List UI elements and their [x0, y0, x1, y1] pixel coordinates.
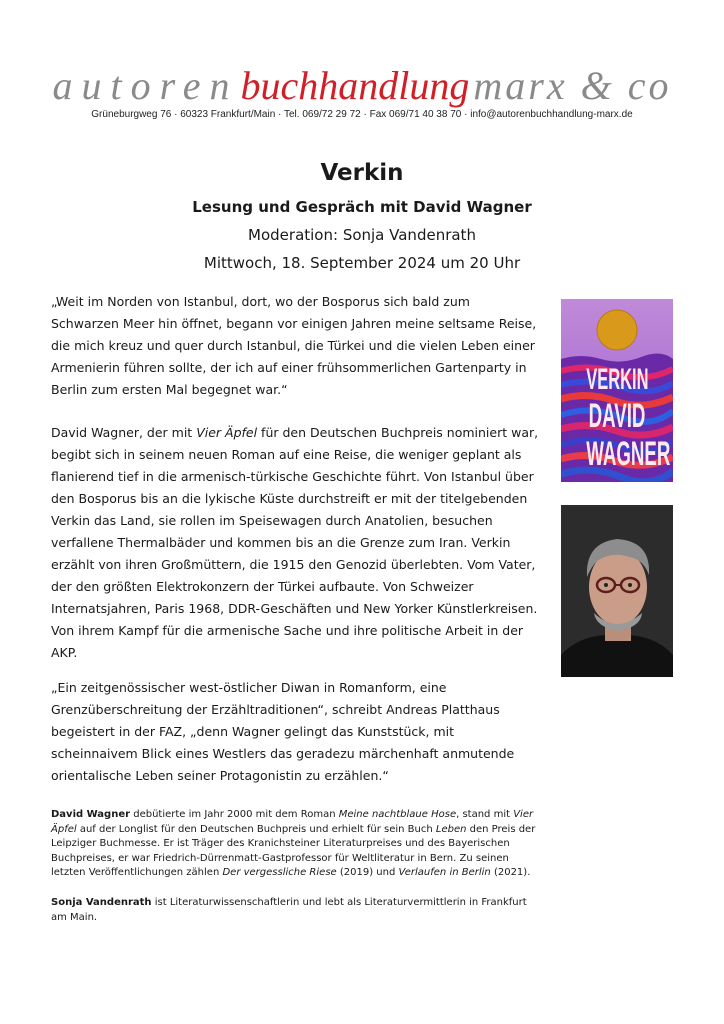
logo-marx-co: marx & co [473, 63, 672, 108]
author-bio: David Wagner debütierte im Jahr 2000 mit dem Roman Meine nachtblaue Hose, stand mit Vier Äpfel auf der Longlist für den Deutschen Buchpreis und erhielt für sein Buch Leben den Preis der Leipziger Buchmesse. Er ist Träger des Kranichsteiner Literaturpreises und des Bayerischen Buchpreises, er war Friedrich-Dürrenmatt-Gastprofessor für Weltliteratur in Bern. Zu seinen letzten Veröffentlichungen zählen Der vergessliche Riese (2019) und Verlaufen in Berlin (2021). [51, 809, 536, 878]
cover-title: VERKIN [586, 363, 649, 396]
author-portrait [561, 505, 673, 677]
cover-author-first: DAVID [588, 397, 646, 435]
event-date: Mittwoch, 18. September 2024 um 20 Uhr [203, 254, 521, 272]
moderator-name: Sonja Vandenrath [51, 897, 152, 908]
logo-autoren: autoren [52, 63, 239, 108]
review-quote: „Ein zeitgenössischer west-östlicher Diwan in Romanform, eine Grenzüberschreitung der Erzähltraditionen“, schreibt Andreas Platthaus begeistert in der FAZ, „denn Wagner gelingt das Kunststück, mit scheinnaivem Blick eines Westlers das geradezu märchenhaft anmutende orientalische Leben seiner Protagonistin zu erzählen.“ [51, 680, 515, 783]
store-address: Grüneburgweg 76 · 60323 Frankfurt/Main · Tel. 069/72 29 72 · Fax 069/71 40 38 70 · info@autorenbuchhandlung-marx.de [91, 109, 633, 120]
author-name: David Wagner [51, 809, 131, 820]
book-cover [561, 299, 673, 482]
book-description: David Wagner, der mit Vier Äpfel für den Deutschen Buchpreis nominiert war, begibt sich in seinem neuen Roman auf eine Reise, die weniger geplant als flanierend tief in die armenisch-türkische Geschichte führt. Von Istanbul über den Bosporus bis an die lykische Küste durchstreift er mit der titelgebenden Verkin das Land, sie rollen im Speisewagen durch Anatolien, besuchen verfallene Thermalbäder und kommen bis an die Grenze zum Iran. Verkin erzählt von ihren Großmüttern, die 1915 den Genozid überlebten. Vom Vater, der den größten Elektrokonzern der Türkei aufbaute. Von Schweizer Internatsjahren, Paris 1968, DDR-Geschäften und New Yorker Künstlerkreisen. Von ihrem Kampf für die armenische Sache und ihre politische Arbeit in der AKP. [51, 425, 539, 660]
book-title-vier-aepfel: Vier Äpfel [196, 425, 258, 440]
book-quote: „Weit im Norden von Istanbul, dort, wo der Bosporus sich bald zum Schwarzen Meer hin öffnet, begann vor einigen Jahren meine seltsame Reise, die mich kreuz und quer durch Istanbul, die Türkei und die vielen Leben einer Armenierin führen sollte, der ich auf einer frühsommerlichen Gartenparty in Berlin zum ersten Mal begegnet war.“ [51, 294, 537, 397]
moderator-bio: Sonja Vandenrath ist Literaturwissenschaftlerin und lebt als Literaturvermittlerin in Frankfurt am Main. [51, 897, 527, 923]
logo-buchhandlung: buchhandlung [240, 63, 470, 108]
event-title: Verkin [320, 160, 404, 186]
cover-author-last: WAGNER [586, 435, 671, 473]
event-subtitle: Lesung und Gespräch mit David Wagner [192, 198, 532, 216]
store-logo [0, 63, 724, 108]
event-moderation: Moderation: Sonja Vandenrath [248, 226, 476, 244]
